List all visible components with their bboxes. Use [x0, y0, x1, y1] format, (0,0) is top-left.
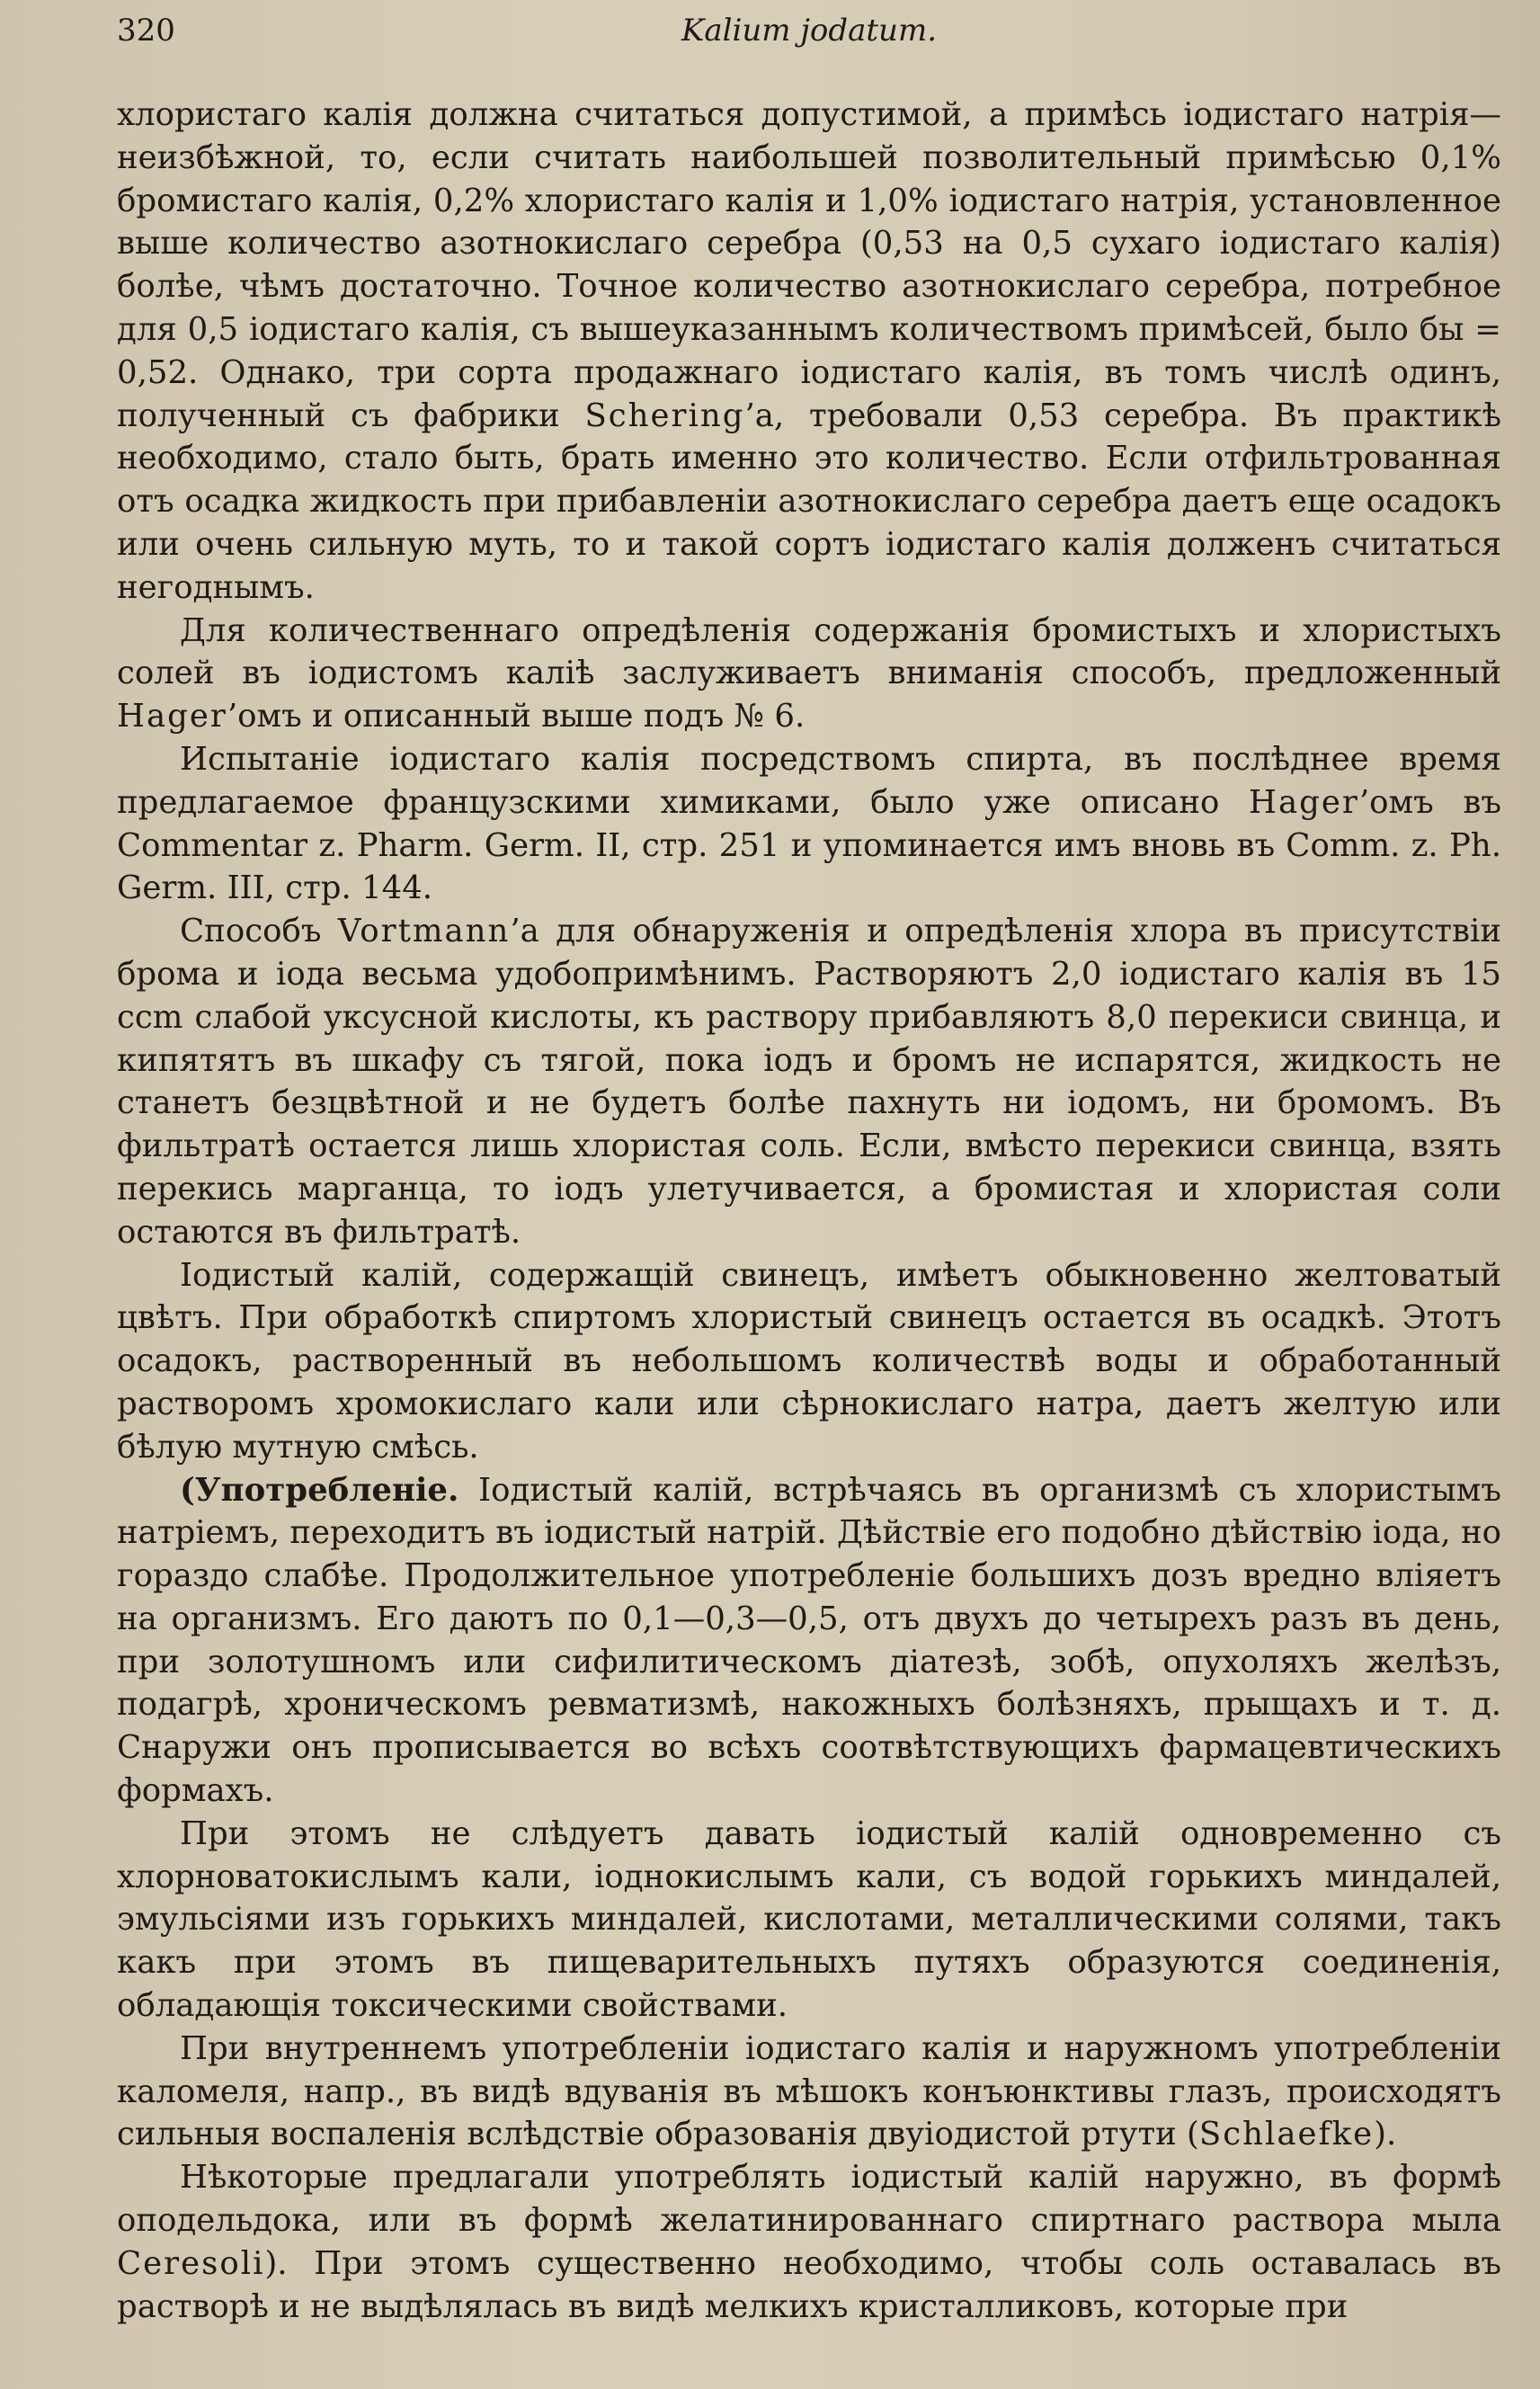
- page-header: [117, 13, 1501, 63]
- body-text: [117, 94, 1501, 2328]
- author-name: Hager: [1249, 783, 1359, 821]
- author-name: Schlaefke: [1198, 2116, 1375, 2153]
- author-name: Ceresoli: [117, 2244, 265, 2282]
- running-title: Kalium jodatum.: [681, 13, 938, 49]
- paragraph-6: (Употребленіе. Іодистый калій, встрѣчаясь въ организмѣ съ хлористымъ натріемъ, переходитъ въ іодистый натрій. Дѣйствіе его подобно дѣйствію іода, но гораздо слабѣе. Продолжительное употребленіе большихъ дозъ вредно вліяетъ на организмъ. Его даютъ по 0,1—0,3—0,5, отъ двухъ до четырехъ разъ въ день, при золотушномъ или сифилитическомъ діатезѣ, зобѣ, опухоляхъ желѣзъ, подагрѣ, хроническомъ ревматизмѣ, накожныхъ болѣзняхъ, прыщахъ и т. д. Снаружи онъ прописывается во всѣхъ соотвѣтствующихъ фармацевтическихъ формахъ.: [117, 1471, 1501, 1810]
- paragraph-9: Нѣкоторые предлагали употреблять іодистый калій наружно, въ формѣ оподельдока, или въ формѣ желатинированнаго спиртнаго раствора мыла Ceresoli). При этомъ существенно необходимо, чтобы соль оставалась въ растворѣ и не выдѣлялась въ видѣ мелкихъ кристалликовъ, которые при: [117, 2159, 1501, 2325]
- author-name: Schering: [584, 397, 745, 434]
- paragraph-1: хлористаго калія должна считаться допустимой, а примѣсь іодистаго натрія—неизбѣжной, то, если считать наибольшей позволительный примѣсью 0,1% бромистаго калія, 0,2% хлористаго калія и 1,0% іодистаго натрія, установленное выше количество азотнокислаго серебра (0,53 на 0,5 сухаго іодистаго калія) болѣе, чѣмъ достаточно. Точное количество азотнокислаго серебра, потребное для 0,5 іодистаго калія, съ вышеуказаннымъ количествомъ примѣсей, было бы = 0,52. Однако, три сорта продажнаго іодистаго калія, въ томъ числѣ одинъ, полученный съ фабрики Schering’a, требовали 0,53 серебра. Въ практикѣ необходимо, стало быть, брать именно это количество. Если отфильтрованная отъ осадка жидкость при прибавленіи азотнокислаго серебра даетъ еще осадокъ или очень сильную муть, то и такой сортъ іодистаго калія долженъ считаться негоднымъ.: [117, 96, 1501, 606]
- paragraph-5: Іодистый калій, содержащій свинецъ, имѣетъ обыкновенно желтоватый цвѣтъ. При обработкѣ спиртомъ хлористый свинецъ остается въ осадкѣ. Этотъ осадокъ, растворенный въ небольшомъ количествѣ воды и обработанный растворомъ хромокислаго кали или сѣрнокислаго натра, даетъ желтую или бѣлую мутную смѣсь.: [117, 1256, 1501, 1466]
- author-name: Hager: [117, 698, 227, 735]
- paragraph-3: Испытаніе іодистаго калія посредствомъ спирта, въ послѣднее время предлагаемое французскими химиками, было уже описано Hager’омъ въ Commentar z. Pharm. Germ. II, стр. 251 и упоминается имъ вновь въ Comm. z. Ph. Germ. III, стр. 144.: [117, 740, 1501, 907]
- paragraph-8: При внутреннемъ употребленіи іодистаго калія и наружномъ употребленіи каломеля, напр., въ видѣ вдуванія въ мѣшокъ конъюнктивы глазъ, происходятъ сильныя воспаленія вслѣдствіе образованія двуіодистой ртути (Schlaefke).: [117, 2029, 1501, 2153]
- author-name: Vortmann: [337, 913, 511, 950]
- paragraph-7: При этомъ не слѣдуетъ давать іодистый калій одновременно съ хлорноватокислымъ кали, іоднокислымъ кали, съ водой горькихъ миндалей, эмульсіями изъ горькихъ миндалей, кислотами, металлическими солями, такъ какъ при этомъ въ пищеварительныхъ путяхъ образуются соединенія, обладающія токсическими свойствами.: [117, 1814, 1501, 2025]
- page-number: 320: [117, 13, 175, 49]
- paragraph-2: Для количественнаго опредѣленія содержанія бромистыхъ и хлористыхъ солей въ іодистомъ каліѣ заслуживаетъ вниманія способъ, предложенный Hager’омъ и описанный выше подъ № 6.: [117, 611, 1501, 735]
- paragraph-4: Способъ Vortmann’a для обнаруженія и опредѣленія хлора въ присутствіи брома и іода весьма удобопримѣнимъ. Растворяютъ 2,0 іодистаго калія въ 15 ccm слабой уксусной кислоты, къ раствору прибавляютъ 8,0 перекиси свинца, и кипятятъ въ шкафу съ тягой, пока іодъ и бромъ не испарятся, жидкость не станетъ безцвѣтной и не будетъ болѣе пахнуть ни іодомъ, ни бромомъ. Въ фильтратѣ остается лишь хлористая соль. Если, вмѣсто перекиси свинца, взять перекись марганца, то іодъ улетучивается, а бромистая и хлористая соли остаются въ фильтратѣ.: [117, 913, 1501, 1251]
- section-heading: (Употребленіе.: [180, 1471, 459, 1509]
